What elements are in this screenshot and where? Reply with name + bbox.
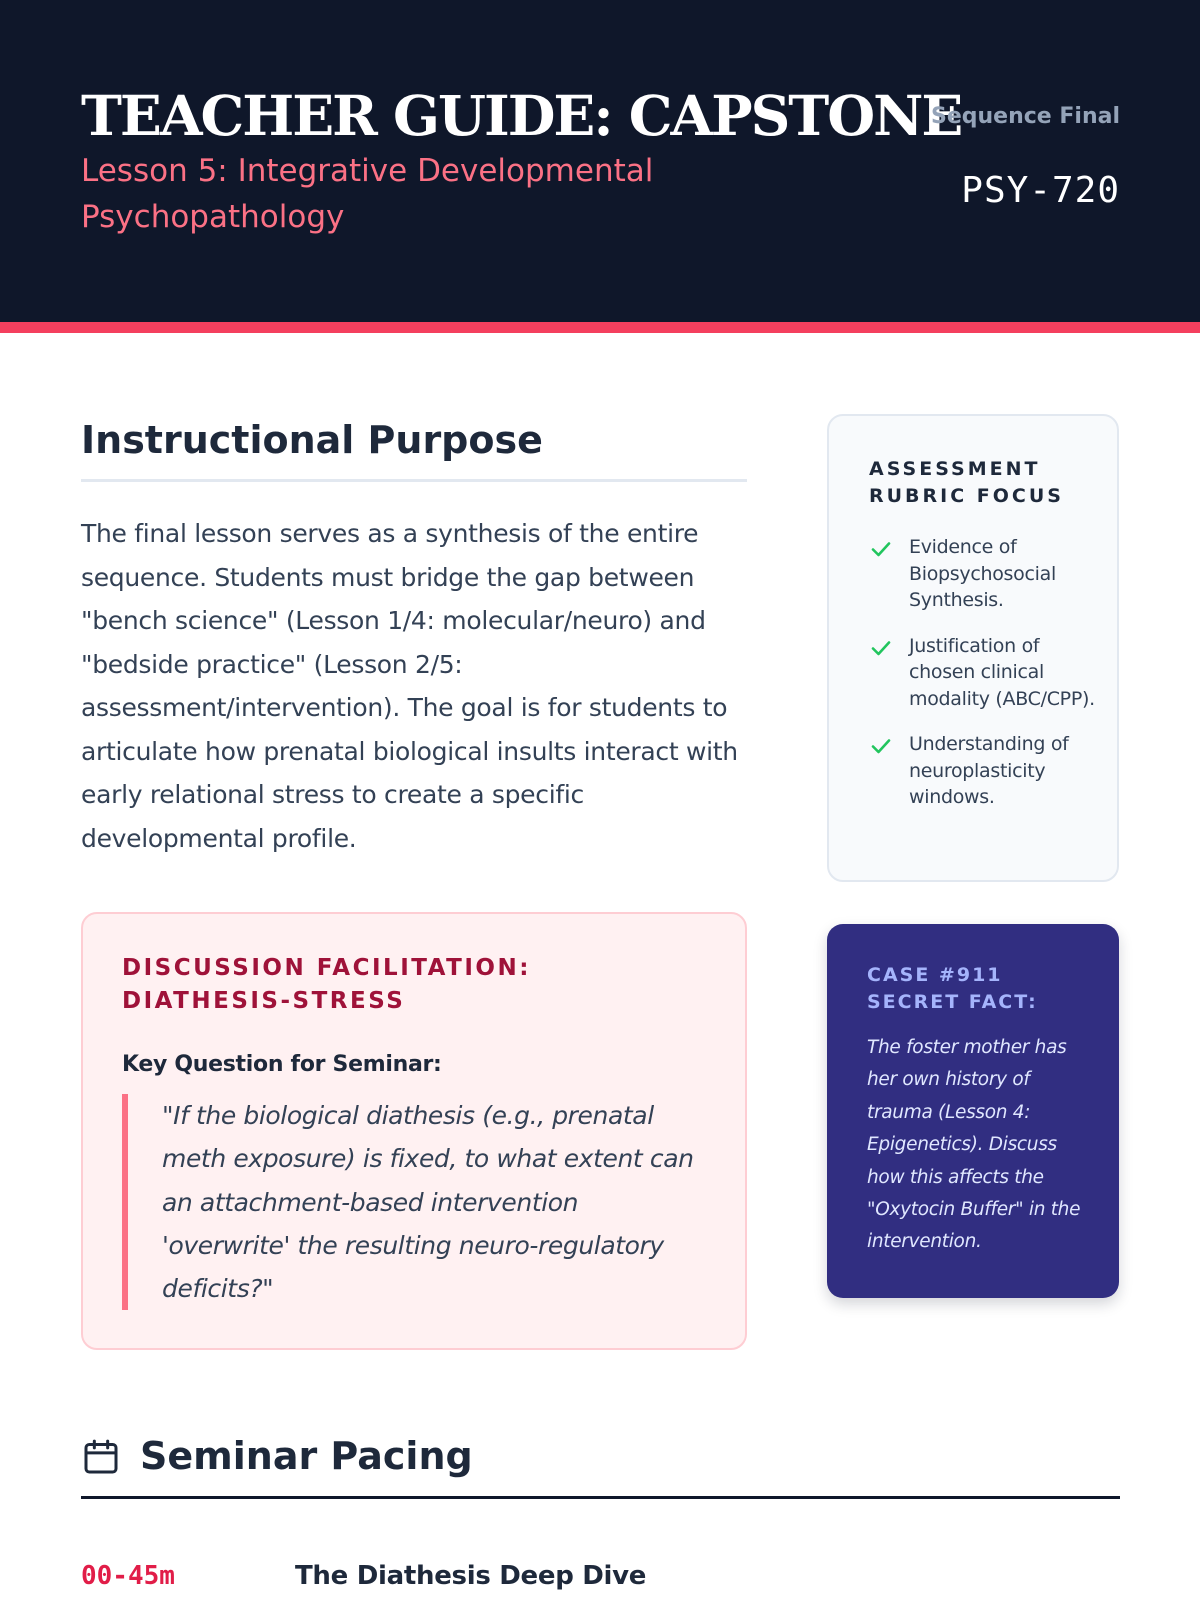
- case-secret-fact-card: [827, 924, 1119, 1298]
- assessment-rubric-card: [827, 414, 1119, 882]
- case-title: CASE #911 SECRET FACT:: [867, 964, 1038, 1013]
- instructional-purpose-heading: Instructional Purpose: [81, 418, 543, 462]
- pacing-time: 00-45m: [81, 1561, 175, 1591]
- rubric-list: [869, 534, 1109, 830]
- discussion-title: DISCUSSION FACILITATION: DIATHESIS-STRESS: [122, 955, 531, 1014]
- rubric-item: [869, 534, 1109, 614]
- pacing-activity: The Diathesis Deep Dive: [295, 1561, 647, 1591]
- key-question-label: Key Question for Seminar:: [122, 1052, 442, 1077]
- rubric-item-text: Justification of chosen clinical modality (ABC/CPP).: [909, 634, 1095, 710]
- instructional-purpose-text: The final lesson serves as a synthesis of the entire sequence. Students must bridge the gap between "bench science" (Lesson 1/4: molecular/neuro) and "bedside practice" (Lesson 2/5: assessment/intervention). The goal is for students to articulate how prenatal biological insults interact with early relational stress to create a specific developmental profile.: [81, 519, 738, 853]
- lesson-subtitle: Lesson 5: Integrative Developmental Psychopathology: [81, 153, 654, 235]
- rubric-title: ASSESSMENT RUBRIC FOCUS: [869, 458, 1064, 507]
- document-title: TEACHER GUIDE: CAPSTONE: [81, 83, 962, 148]
- case-secret-fact-text: The foster mother has her own history of trauma (Lesson 4: Epigenetics). Discuss how this affects the "Oxytocin Buffer" in the intervention.: [867, 1037, 1081, 1253]
- check-icon: [869, 537, 893, 561]
- rubric-item-text: Understanding of neuroplasticity windows.: [909, 733, 1069, 808]
- check-icon: [869, 636, 893, 660]
- seminar-question-quote: "If the biological diathesis (e.g., prenatal meth exposure) is fixed, to what extent can an attachment-based intervention 'overwrite' the resulting neuro-regulatory deficits?": [122, 1094, 712, 1310]
- rubric-item-text: Evidence of Biopsychosocial Synthesis.: [909, 536, 1056, 611]
- calendar-icon: [81, 1437, 121, 1477]
- pacing-divider: [81, 1496, 1120, 1499]
- header-accent-bar: [0, 322, 1200, 333]
- check-icon: [869, 734, 893, 758]
- sequence-label: Sequence Final: [931, 104, 1120, 129]
- pacing-row: [81, 1556, 1120, 1600]
- course-code: PSY-720: [961, 170, 1120, 211]
- discussion-facilitation-box: [81, 912, 747, 1350]
- document-header: [0, 0, 1200, 322]
- section-divider: [81, 479, 747, 482]
- rubric-item: [869, 731, 1109, 811]
- rubric-item: [869, 633, 1109, 713]
- seminar-pacing-heading: Seminar Pacing: [140, 1434, 473, 1478]
